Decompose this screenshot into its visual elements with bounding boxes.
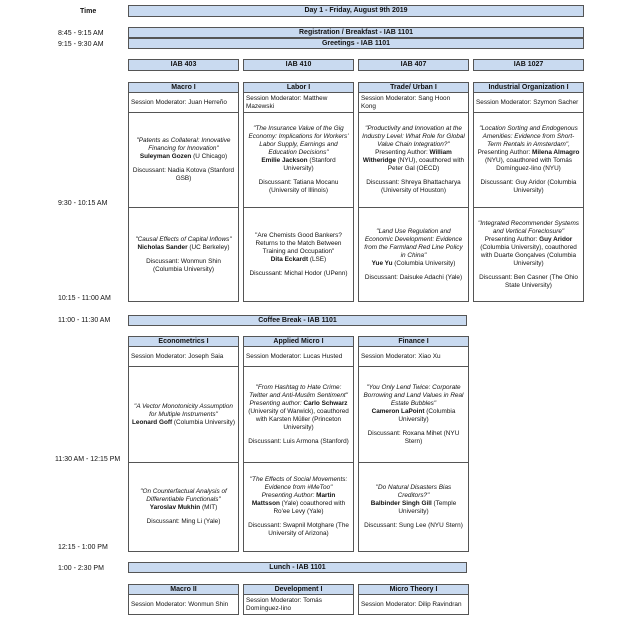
presenter-name: Martin Mattsson [251, 492, 336, 507]
session-moderator: Session Moderator: Xiao Xu [358, 347, 469, 367]
time-slot-3: 11:30 AM - 12:15 PM [55, 456, 121, 463]
discussant: Discussant: Ming Li (Yale) [146, 518, 221, 525]
room-header: IAB 407 [358, 59, 469, 71]
greetings-bar: Greetings - IAB 1101 [128, 38, 584, 49]
paper-cell: "The Insurance Value of the Gig Economy: Implications for Workers' Labor Supply, Earnings and Education Decisions" Emilie Jackson (Stanford University) Discussant: Tatiana Mocanu (University of Illinois) [243, 113, 354, 208]
paper-cell: "Location Sorting and Endogenous Amenities: Evidence from Short-Term Rentals in Amsterdam", Presenting Author: Milena Almagro (NYU), coauthored with Tomás Domínguez-Iino (NYU) Discussant: Guy Aridor (Columbia University) [473, 113, 584, 208]
paper-cell: "Land Use Regulation and Economic Development: Evidence from the Farmland Red Line Policy in China" Yue Yu (Columbia University) Discussant: Daisuke Adachi (Yale) [358, 208, 469, 302]
paper-title: "Location Sorting and Endogenous Amenities: Evidence from Short-Term Rentals in Amsterdam", [479, 125, 578, 148]
paper-title: "The Insurance Value of the Gig Economy: Implications for Workers' Labor Supply, Earnings and Education Decisions" [248, 125, 349, 156]
discussant: Discussant: Ben Casner (The Ohio State University) [479, 273, 578, 289]
time-registration: 8:45 - 9:15 AM [58, 30, 104, 37]
paper-title: "A Vector Monotonicity Assumption for Multiple Instruments" [134, 402, 233, 418]
presenter-name: Yue Yu [371, 259, 393, 267]
paper-title: "Patents as Collateral: Innovative Financing for Innovation" [136, 137, 231, 152]
time-slot-2: 10:15 - 11:00 AM [58, 295, 111, 302]
session-moderator: Session Moderator: Juan Herreño [128, 93, 239, 113]
time-column-header: Time [80, 8, 97, 15]
paper-cell: "Causal Effects of Capital Inflows" Nicholas Sander (UC Berkeley) Discussant: Wonmun Shin (Columbia University) [128, 208, 239, 302]
session-title: Industrial Organization I [473, 82, 584, 93]
paper-cell: "A Vector Monotonicity Assumption for Multiple Instruments" Leonard Goff (Columbia University) [128, 367, 239, 463]
presenter-name: Nicholas Sander [137, 243, 188, 251]
presenter-name: Carlo Schwarz [303, 399, 348, 407]
paper-cell: "Are Chemists Good Bankers? Returns to the Match Between Training and Occupation" Dita Eckardt (LSE) Discussant: Michal Hodor (UPenn) [243, 208, 354, 302]
time-slot-4: 12:15 - 1:00 PM [58, 544, 108, 551]
session-title: Applied Micro I [243, 336, 354, 347]
presenter-name: Balbinder Singh Gill [370, 500, 432, 507]
day-banner: Day 1 - Friday, August 9th 2019 [128, 5, 584, 17]
session-title: Finance I [358, 336, 469, 347]
session-title: Trade/ Urban I [358, 82, 469, 93]
paper-title: "Causal Effects of Capital Inflows" [135, 235, 232, 243]
paper-title: "Integrated Recommender Systems and Vertical Foreclosure" [477, 219, 579, 235]
discussant: Discussant: Swapnil Motghare (The University of Arizona) [248, 522, 349, 537]
paper-title: "The Effects of Social Movements: Evidence from #MeToo" [249, 476, 348, 491]
paper-cell: "From Hashtag to Hate Crime: Twitter and Anti-Muslim Sentiment" Presenting author: Carlo Schwarz (University of Warwick), coauthored with Karsten Müller (Princeton University) Discussant: Luis Armona (Stanford) [243, 367, 354, 463]
session-title: Macro I [128, 82, 239, 93]
session-moderator: Session Moderator: Wonmun Shin [128, 595, 239, 615]
discussant: Discussant: Shreya Bhattacharya (University of Houston) [366, 179, 461, 194]
paper-cell: "Productivity and Innovation at the Industry Level: What Role for Global Value Chain Integration?" Presenting Author: William Witheridge (NYU), coauthored with Peter Gal (OECD) Discussant: Shreya Bhattacharya (University of Houston) [358, 113, 469, 208]
session-moderator: Session Moderator: Szymon Sacher [473, 93, 584, 113]
session-title: Econometrics I [128, 336, 239, 347]
paper-cell: "On Counterfactual Analysis of Differentiable Functionals" Yaroslav Mukhin (MIT) Discussant: Ming Li (Yale) [128, 463, 239, 552]
time-coffee: 11:00 - 11:30 AM [58, 317, 111, 324]
presenter-name: William Witheridge [362, 149, 452, 164]
session-title: Micro Theory I [358, 584, 469, 595]
session-moderator: Session Moderator: Tomás Domínguez-Iino [243, 595, 354, 615]
discussant: Discussant: Guy Aridor (Columbia University) [480, 179, 577, 194]
paper-cell: "You Only Lend Twice: Corporate Borrowing and Land Values in Real Estate Bubbles" Cameron LaPoint (Columbia University) Discussant: Roxana Mihet (NYU Stern) [358, 367, 469, 463]
paper-cell: "Do Natural Disasters Bias Creditors?" Balbinder Singh Gill (Temple University) Discussant: Sung Lee (NYU Stern) [358, 463, 469, 552]
paper-title: "Productivity and Innovation at the Industry Level: What Role for Global Value Chain Integration?" [362, 125, 465, 148]
paper-cell: "Integrated Recommender Systems and Vertical Foreclosure" Presenting Author: Guy Aridor (Columbia University), coauthored with Duarte Gonçalves (Columbia University) Discussant: Ben Casner (The Ohio State University) [473, 208, 584, 302]
room-header: IAB 410 [243, 59, 354, 71]
paper-title: "From Hashtag to Hate Crime: Twitter and Anti-Muslim Sentiment" [249, 383, 348, 399]
presenter-name: Yaroslav Mukhin [149, 504, 201, 511]
paper-cell: "The Effects of Social Movements: Evidence from #MeToo" Presenting Author: Martin Mattsson (Yale) coauthored with Ro'ee Levy (Yale) Discussant: Swapnil Motghare (The University of Arizona) [243, 463, 354, 552]
discussant: Discussant: Wonmun Shin (Columbia University) [146, 257, 221, 273]
discussant: Discussant: Roxana Mihet (NYU Stern) [367, 429, 460, 445]
lunch-bar: Lunch - IAB 1101 [128, 562, 467, 573]
presenter-name: Milena Almagro [532, 149, 580, 156]
session-moderator: Session Moderator: Dilip Ravindran [358, 595, 469, 615]
room-header: IAB 1027 [473, 59, 584, 71]
session-moderator: Session Moderator: Matthew Mazewski [243, 93, 354, 113]
discussant: Discussant: Luis Armona (Stanford) [248, 437, 349, 445]
paper-title: "You Only Lend Twice: Corporate Borrowing and Land Values in Real Estate Bubbles" [363, 383, 464, 407]
presenter-name: Suleyman Gozen [139, 153, 192, 160]
presenter-name: Emilie Jackson [261, 157, 308, 164]
time-lunch: 1:00 - 2:30 PM [58, 565, 104, 572]
discussant: Discussant: Daisuke Adachi (Yale) [364, 273, 463, 281]
session-moderator: Session Moderator: Joseph Saia [128, 347, 239, 367]
time-greetings: 9:15 - 9:30 AM [58, 41, 104, 48]
time-slot-1: 9:30 - 10:15 AM [58, 200, 108, 207]
paper-title: "Are Chemists Good Bankers? Returns to the Match Between Training and Occupation" [255, 231, 342, 255]
presenter-name: Cameron LaPoint [371, 407, 425, 415]
session-moderator: Session Moderator: Lucas Husted [243, 347, 354, 367]
presenter-name: Guy Aridor [539, 235, 573, 243]
session-title: Macro II [128, 584, 239, 595]
presenter-name: Dita Eckardt [270, 255, 309, 263]
coffee-break-bar: Coffee Break - IAB 1101 [128, 315, 467, 326]
session-moderator: Session Moderator: Sang Hoon Kong [358, 93, 469, 113]
discussant: Discussant: Sung Lee (NYU Stern) [364, 522, 463, 529]
room-header: IAB 403 [128, 59, 239, 71]
paper-title: "On Counterfactual Analysis of Differentiable Functionals" [140, 488, 227, 503]
presenter-name: Leonard Goff [132, 418, 173, 426]
paper-title: "Land Use Regulation and Economic Development: Evidence from the Farmland Red Line Policy in China" [364, 227, 463, 259]
paper-cell: "Patents as Collateral: Innovative Financing for Innovation" Suleyman Gozen (U Chicago) Discussant: Nadia Kotova (Stanford GSB) [128, 113, 239, 208]
session-title: Labor I [243, 82, 354, 93]
discussant: Discussant: Nadia Kotova (Stanford GSB) [132, 167, 235, 182]
registration-bar: Registration / Breakfast - IAB 1101 [128, 27, 584, 38]
discussant: Discussant: Tatiana Mocanu (University of Illinois) [258, 179, 339, 194]
paper-title: "Do Natural Disasters Bias Creditors?" [375, 484, 452, 499]
discussant: Discussant: Michal Hodor (UPenn) [249, 269, 348, 277]
session-title: Development I [243, 584, 354, 595]
